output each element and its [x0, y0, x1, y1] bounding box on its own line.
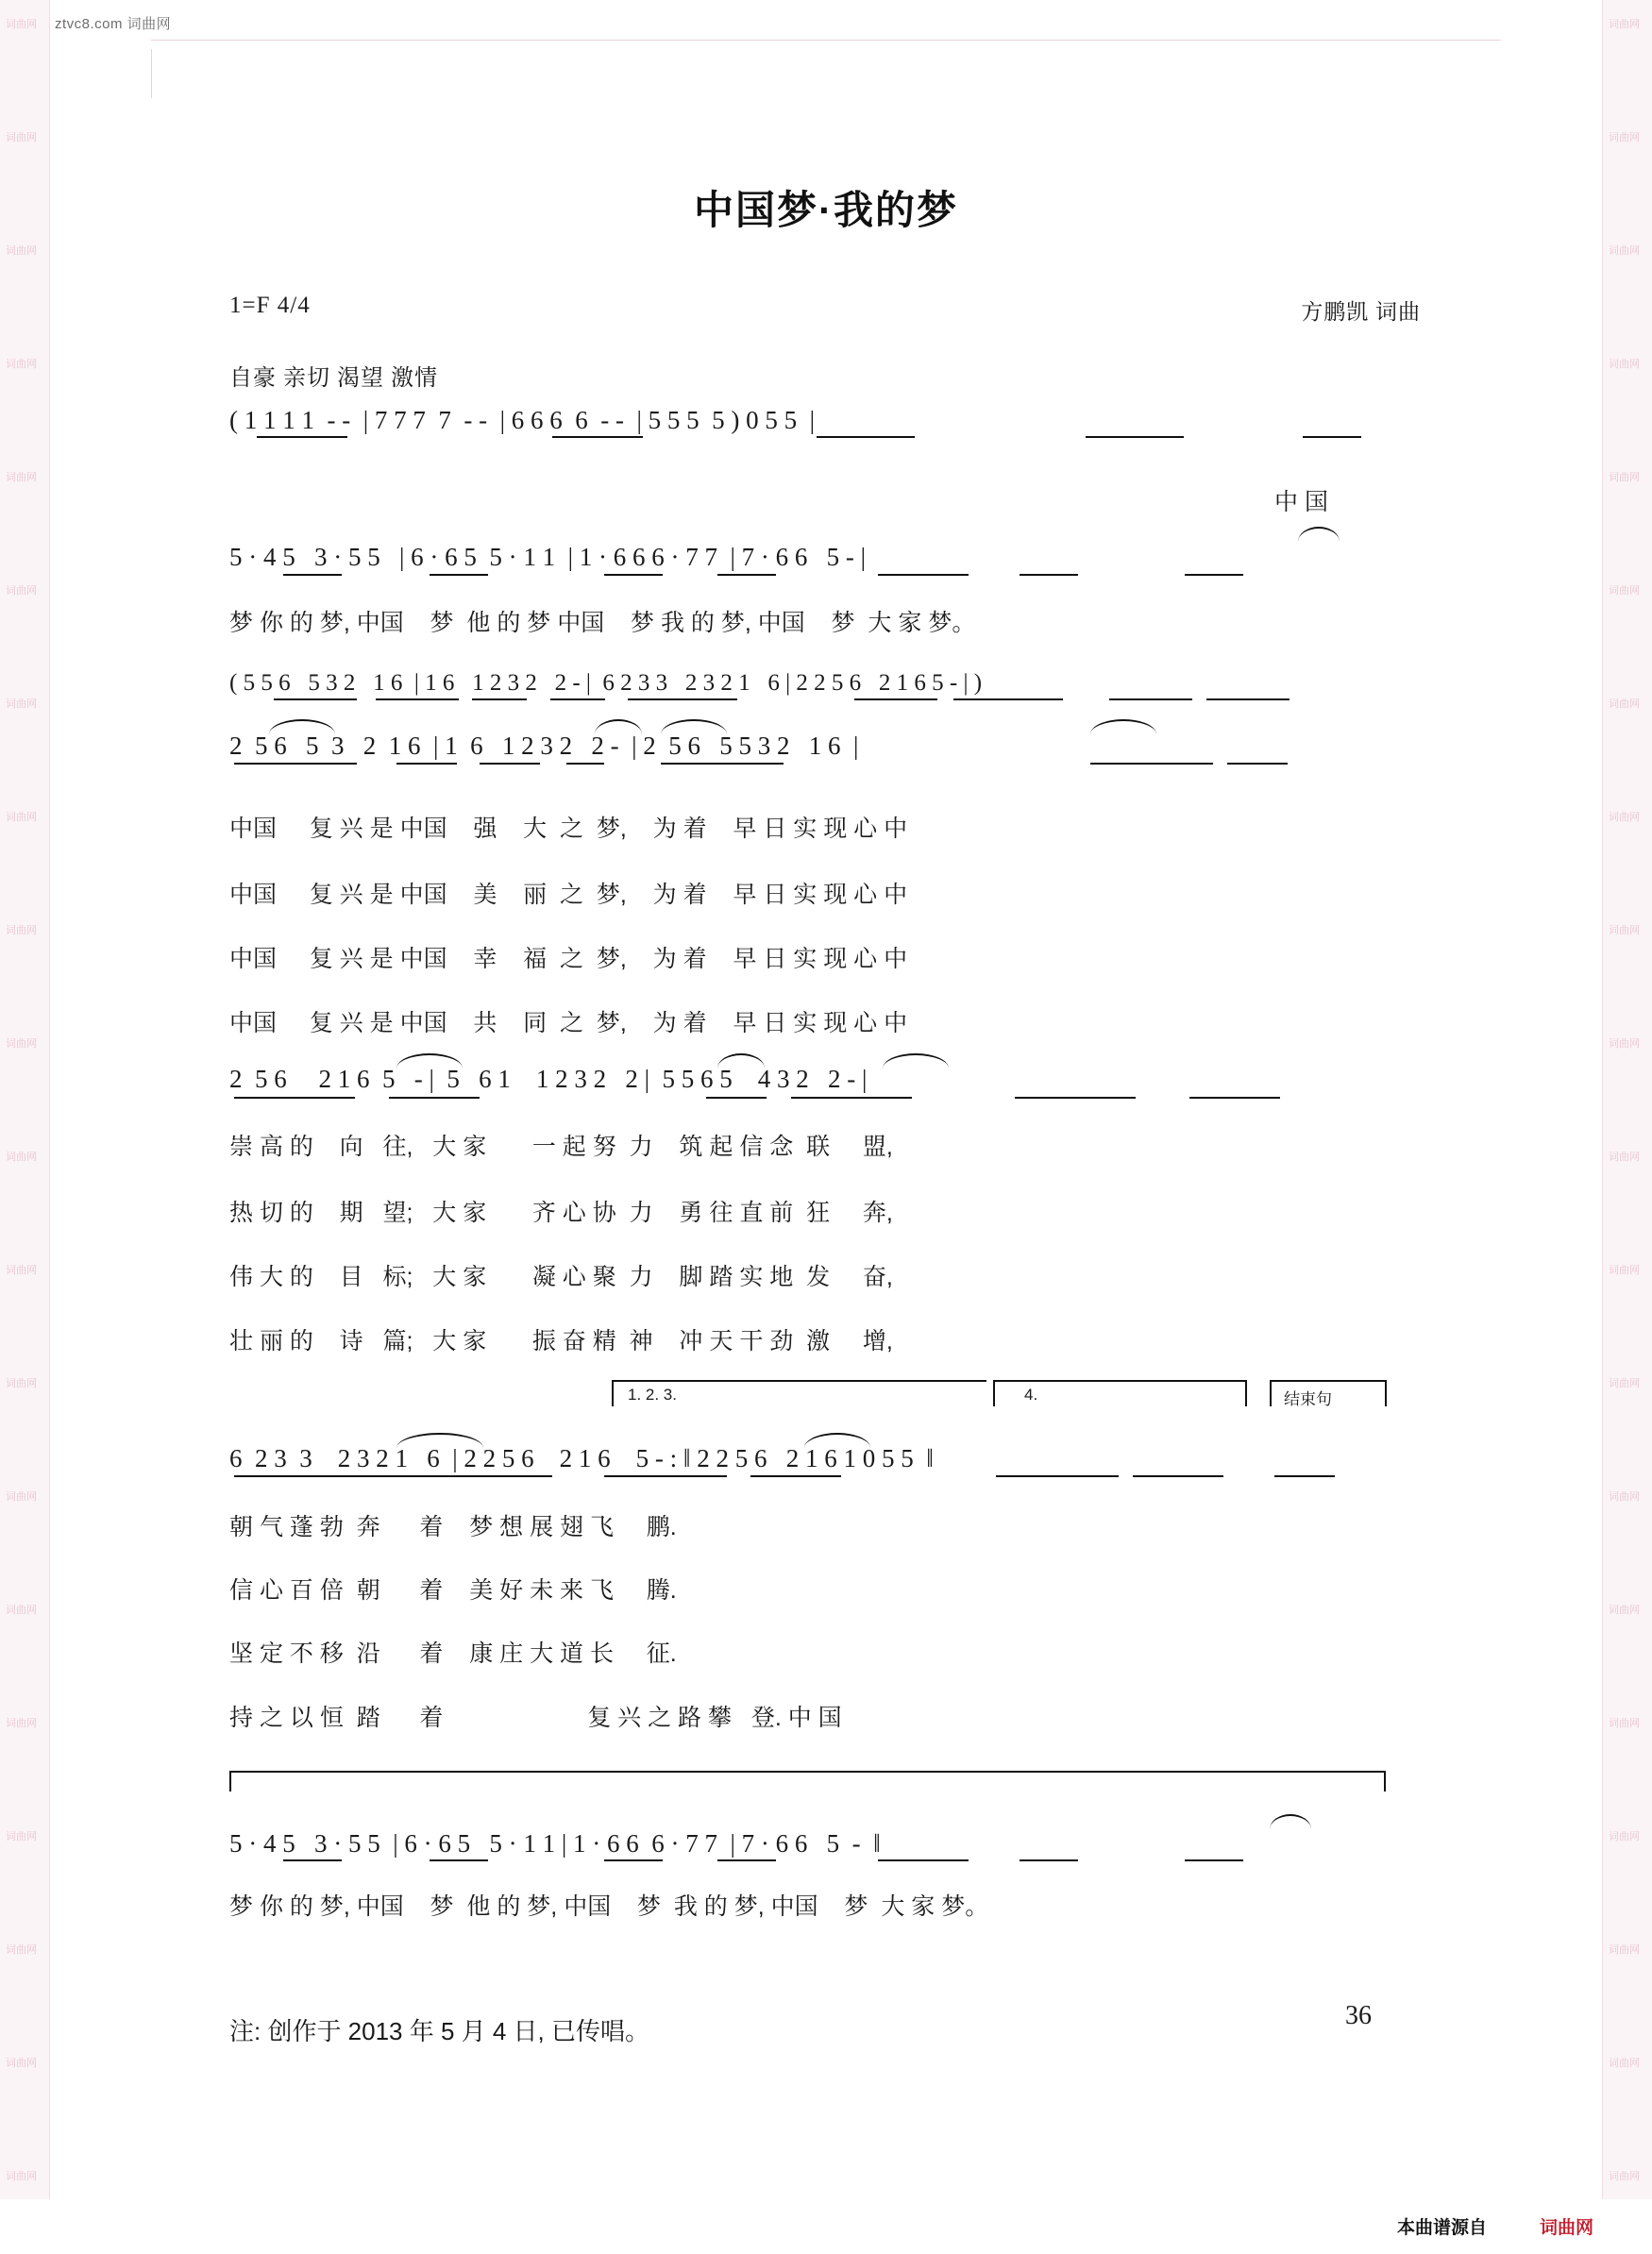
footnote: 注: 创作于 2013 年 5 月 4 日, 已传唱。	[229, 2017, 649, 2045]
watermark-text: 词曲网	[6, 132, 37, 143]
watermark-text: 词曲网	[1609, 19, 1640, 30]
expression-marking: 自豪 亲切 渴望 激情	[229, 366, 438, 391]
watermark-text: 词曲网	[6, 925, 37, 936]
beam	[376, 698, 459, 700]
watermark-text: 词曲网	[6, 1944, 37, 1956]
beam	[1206, 698, 1290, 700]
system-4-lyric-line-2: 信 心 百 倍 朝 着 美 好 未 来 飞 腾.	[229, 1577, 677, 1604]
top-rule	[151, 40, 1501, 41]
final-section-rule-left-tick	[229, 1771, 231, 1791]
beam	[817, 436, 915, 438]
beam	[996, 1475, 1119, 1477]
watermark-text: 词曲网	[1609, 245, 1640, 257]
beam	[234, 1097, 355, 1099]
beam	[717, 1859, 776, 1861]
watermark-text: 词曲网	[6, 1378, 37, 1389]
system-1-lyric-line-1: 梦 你 的 梦, 中国 梦 他 的 梦 中国 梦 我 的 梦, 中国 梦 大 家 梦。	[229, 610, 976, 636]
beam	[1015, 1097, 1136, 1099]
watermark-text: 词曲网	[1609, 2171, 1640, 2182]
ending-label-3: 结束句	[1284, 1390, 1332, 1408]
system-2-lyric-line-4: 中国 复 兴 是 中国 共 同 之 梦, 为 着 早 日 实 现 心 中	[229, 1010, 908, 1036]
system-4-lyric-line-1: 朝 气 蓬 勃 奔 着 梦 想 展 翅 飞 鹏.	[229, 1514, 677, 1540]
system-4-lyric-line-3: 坚 定 不 移 沿 着 康 庄 大 道 长 征.	[229, 1640, 677, 1667]
watermark-text: 词曲网	[6, 359, 37, 370]
watermark-text: 词曲网	[1609, 1605, 1640, 1616]
system-3-lyric-line-3: 伟 大 的 目 标; 大 家 凝 心 聚 力 脚 踏 实 地 发 奋,	[229, 1264, 893, 1290]
beam	[953, 698, 1063, 700]
system-5-lyric-line-1: 梦 你 的 梦, 中国 梦 他 的 梦, 中国 梦 我 的 梦, 中国 梦 大 家 梦。	[229, 1893, 989, 1920]
beam	[706, 1097, 767, 1099]
beam	[283, 1859, 342, 1861]
beam	[878, 574, 969, 576]
watermark-text: 词曲网	[1609, 585, 1640, 597]
beam	[661, 763, 784, 765]
system-1-notes: 5 · 4 5 3 · 5 5 | 6 · 6 5 5 · 1 1 | 1 · 6 6 6 · 7 7 | 7 · 6 6 5 - |	[229, 543, 867, 571]
page-number: 36	[1345, 2001, 1372, 2030]
watermark-text: 词曲网	[6, 19, 37, 30]
beam	[430, 1859, 488, 1861]
beam	[1189, 1097, 1280, 1099]
system-2-lyric-line-1: 中国 复 兴 是 中国 强 大 之 梦, 为 着 早 日 实 现 心 中	[229, 816, 908, 842]
beam	[389, 1097, 480, 1099]
key-signature: 1=F 4/4	[229, 293, 311, 318]
final-section-rule	[229, 1771, 1386, 1773]
beam	[854, 698, 937, 700]
watermark-column-left	[0, 0, 49, 2254]
intro-notes: ( 1 1 1 1 - - | 7 7 7 7 - - | 6 6 6 6 - - | 5 5 5 5 ) 0 5 5 |	[229, 406, 816, 434]
watermark-text: 词曲网	[6, 2058, 37, 2069]
beam	[1109, 698, 1192, 700]
system-2-lyric-line-3: 中国 复 兴 是 中国 幸 福 之 梦, 为 着 早 日 实 现 心 中	[229, 946, 908, 972]
system-2-repeat-notes: ( 5 5 6 5 3 2 1 6 | 1 6 1 2 3 2 2 - | 6 2 3 3 2 3 2 1 6 | 2 2 5 6 2 1 6 5 - | )	[229, 670, 983, 696]
intro-pickup-lyric: 中 国	[1274, 489, 1328, 515]
beam	[604, 1475, 727, 1477]
beam	[550, 698, 605, 700]
watermark-text: 词曲网	[1609, 132, 1640, 143]
top-rule-tick	[151, 49, 158, 98]
beam	[717, 574, 776, 576]
watermark-text: 词曲网	[1609, 1152, 1640, 1163]
watermark-text: 词曲网	[1609, 472, 1640, 483]
beam	[878, 1859, 969, 1861]
footer-source-label: 本曲谱源自	[1396, 2218, 1487, 2238]
beam	[257, 436, 347, 438]
ending-label-1: 1. 2. 3.	[628, 1386, 677, 1404]
watermark-column-right	[1603, 0, 1652, 2254]
watermark-text: 词曲网	[6, 1265, 37, 1276]
watermark-text: 词曲网	[1609, 1265, 1640, 1276]
watermark-text: 词曲网	[1609, 925, 1640, 936]
watermark-text: 词曲网	[6, 1718, 37, 1729]
beam	[791, 1097, 912, 1099]
beam	[552, 436, 643, 438]
watermark-text: 词曲网	[6, 2171, 37, 2182]
system-2-notes: 2 5 6 5 3 2 1 6 | 1 6 1 2 3 2 2 - | 2 5 6 5 5 3 2 1 6 |	[229, 732, 859, 760]
watermark-text: 词曲网	[1609, 698, 1640, 710]
beam	[1274, 1475, 1335, 1477]
system-3-lyric-line-4: 壮 丽 的 诗 篇; 大 家 振 奋 精 神 冲 天 干 劲 激 增,	[229, 1328, 893, 1354]
beam	[1133, 1475, 1223, 1477]
watermark-text: 词曲网	[1609, 812, 1640, 823]
beam	[274, 698, 357, 700]
beam	[283, 574, 342, 576]
watermark-text: 词曲网	[6, 1152, 37, 1163]
beam	[234, 1475, 396, 1477]
composer-credit: 方鹏凯 词曲	[1301, 300, 1421, 324]
beam	[396, 1475, 552, 1477]
system-3-lyric-line-2: 热 切 的 期 望; 大 家 齐 心 协 力 勇 往 直 前 狂 奔,	[229, 1200, 893, 1226]
beam	[1185, 574, 1243, 576]
final-section-rule-right-tick	[1384, 1771, 1386, 1791]
ending-label-2: 4.	[1024, 1386, 1038, 1404]
watermark-text: 词曲网	[1609, 1718, 1640, 1729]
system-3-notes: 2 5 6 2 1 6 5 - | 5 6 1 1 2 3 2 2 | 5 5 6 5 4 3 2 2 - |	[229, 1065, 868, 1093]
watermark-text: 词曲网	[6, 245, 37, 257]
watermark-text: 词曲网	[6, 585, 37, 597]
watermark-text: 词曲网	[1609, 1378, 1640, 1389]
beam	[1020, 1859, 1078, 1861]
beam	[750, 1475, 841, 1477]
system-2-lyric-line-2: 中国 复 兴 是 中国 美 丽 之 梦, 为 着 早 日 实 现 心 中	[229, 882, 908, 908]
watermark-text: 词曲网	[1609, 1038, 1640, 1050]
beam	[1303, 436, 1361, 438]
watermark-text: 词曲网	[6, 472, 37, 483]
watermark-text: 词曲网	[6, 698, 37, 710]
watermark-text: 词曲网	[1609, 1944, 1640, 1956]
beam	[566, 763, 604, 765]
system-4-lyric-line-4: 持 之 以 恒 踏 着 复 兴 之 路 攀 登. 中 国	[229, 1705, 842, 1731]
watermark-text: 词曲网	[6, 1831, 37, 1842]
beam	[480, 763, 540, 765]
watermark-text: 词曲网	[1609, 1831, 1640, 1842]
system-5-notes: 5 · 4 5 3 · 5 5 | 6 · 6 5 5 · 1 1 | 1 · 6 6 6 · 7 7 | 7 · 6 6 5 - ‖	[229, 1829, 881, 1858]
watermark-text: 词曲网	[6, 1038, 37, 1050]
site-header-tag: ztvc8.com 词曲网	[55, 16, 172, 32]
watermark-text: 词曲网	[1609, 2058, 1640, 2069]
beam	[1090, 763, 1213, 765]
watermark-text: 词曲网	[1609, 359, 1640, 370]
watermark-text: 词曲网	[1609, 1491, 1640, 1503]
beam	[1086, 436, 1184, 438]
footer-site-link[interactable]: 词曲网	[1539, 2218, 1593, 2238]
page-title: 中国梦·我的梦	[694, 188, 958, 232]
watermark-text: 词曲网	[6, 812, 37, 823]
beam	[1227, 763, 1288, 765]
system-3-lyric-line-1: 崇 高 的 向 往, 大 家 一 起 努 力 筑 起 信 念 联 盟,	[229, 1134, 893, 1160]
watermark-text: 词曲网	[6, 1605, 37, 1616]
beam	[430, 574, 488, 576]
watermark-text: 词曲网	[6, 1491, 37, 1503]
beam	[396, 763, 457, 765]
beam	[604, 1859, 663, 1861]
beam	[234, 763, 357, 765]
beam	[628, 698, 737, 700]
beam	[604, 574, 663, 576]
system-4-notes: 6 2 3 3 2 3 2 1 6 | 2 2 5 6 2 1 6 5 - : ‖ 2 2 5 6 2 1 6 1 0 5 5 ‖	[229, 1444, 934, 1472]
beam	[1020, 574, 1078, 576]
beam	[1185, 1859, 1243, 1861]
beam	[472, 698, 527, 700]
